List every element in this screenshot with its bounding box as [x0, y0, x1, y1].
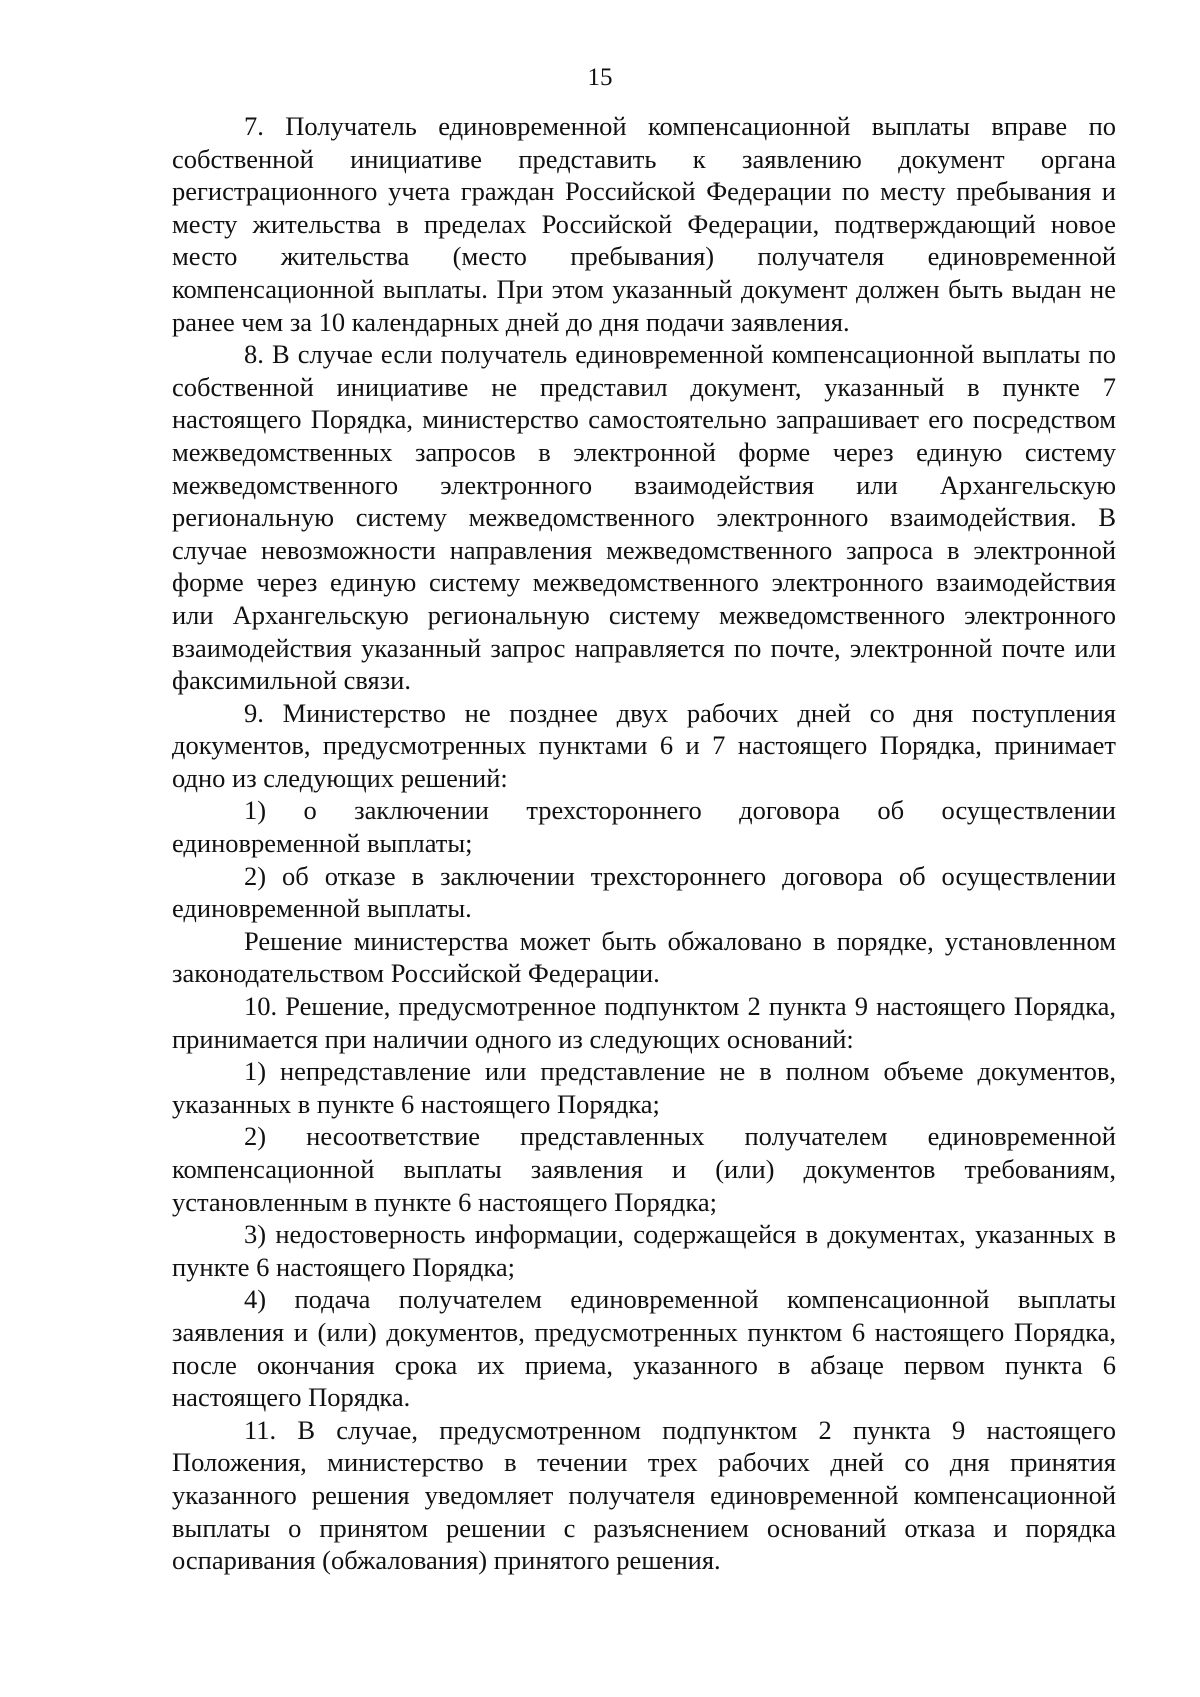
page-number: 15	[587, 64, 613, 91]
paragraph-10-item-3: 3) недостоверность информации, содержащейся в документах, указанных в пункте 6 настоящего Порядка;	[172, 1219, 1116, 1282]
paragraph-9: 9. Министерство не позднее двух рабочих дней со дня поступления документов, предусмотренных пунктами 6 и 7 настоящего Порядка, принимает одно из следующих решений:	[172, 697, 1116, 793]
paragraph-9-item-2: 2) об отказе в заключении трехстороннего договора об осуществлении единовременной выплаты.	[172, 860, 1116, 924]
paragraph-8: 8. В случае если получатель единовременной компенсационной выплаты по собственной инициативе не представил документ, указанный в пункте 7 настоящего Порядка, министерство самостоятельно запрашивает его посредством межведомственных запросов в электронной форме через единую систему межведомственного электронного взаимодействия или Архангельскую региональную систему межведомственного электронного взаимодействия. В случае невозможности направления межведомственного запроса в электронной форме через единую систему межведомственного электронного взаимодействия или Архангельскую региональную систему межведомственного электронного взаимодействия указанный запрос направляется по почте, электронной почте или факсимильной связи.	[172, 339, 1116, 696]
document-body	[172, 110, 1116, 1577]
paragraph-9-item-1: 1) о заключении трехстороннего договора об осуществлении единовременной выплаты;	[172, 795, 1116, 859]
paragraph-10-item-1: 1) непредставление или представление не в полном объеме документов, указанных в пункте 6 настоящего Порядка;	[172, 1056, 1116, 1119]
paragraph-10-item-2: 2) несоответствие представленных получателем единовременной компенсационной выплаты заявления и (или) документов требованиям, установленным в пункте 6 настоящего Порядка;	[172, 1121, 1116, 1217]
paragraph-11: 11. В случае, предусмотренном подпунктом 2 пункта 9 настоящего Положения, министерство в течении трех рабочих дней со дня принятия указанного решения уведомляет получателя единовременной компенсационной выплаты о принятом решении с разъяснением оснований отказа и порядка оспаривания (обжалования) принятого решения.	[172, 1414, 1116, 1576]
paragraph-10-item-4: 4) подача получателем единовременной компенсационной выплаты заявления и (или) документов, предусмотренных пунктом 6 настоящего Порядка, после окончания срока их приема, указанного в абзаце первом пункта 6 настоящего Порядка.	[172, 1284, 1116, 1413]
paragraph-10: 10. Решение, предусмотренное подпунктом 2 пункта 9 настоящего Порядка, принимается при наличии одного из следующих оснований:	[172, 991, 1116, 1054]
paragraph-9-appeal-note: Решение министерства может быть обжаловано в порядке, установленном законодательством Российской Федерации.	[172, 925, 1116, 989]
paragraph-7: 7. Получатель единовременной компенсационной выплаты вправе по собственной инициативе представить к заявлению документ органа регистрационного учета граждан Российской Федерации по месту пребывания и месту жительства в пределах Российской Федерации, подтверждающий новое место жительства (место пребывания) получателя единовременной компенсационной выплаты. При этом указанный документ должен быть выдан не ранее чем за 10 календарных дней до дня подачи заявления.	[172, 111, 1116, 337]
